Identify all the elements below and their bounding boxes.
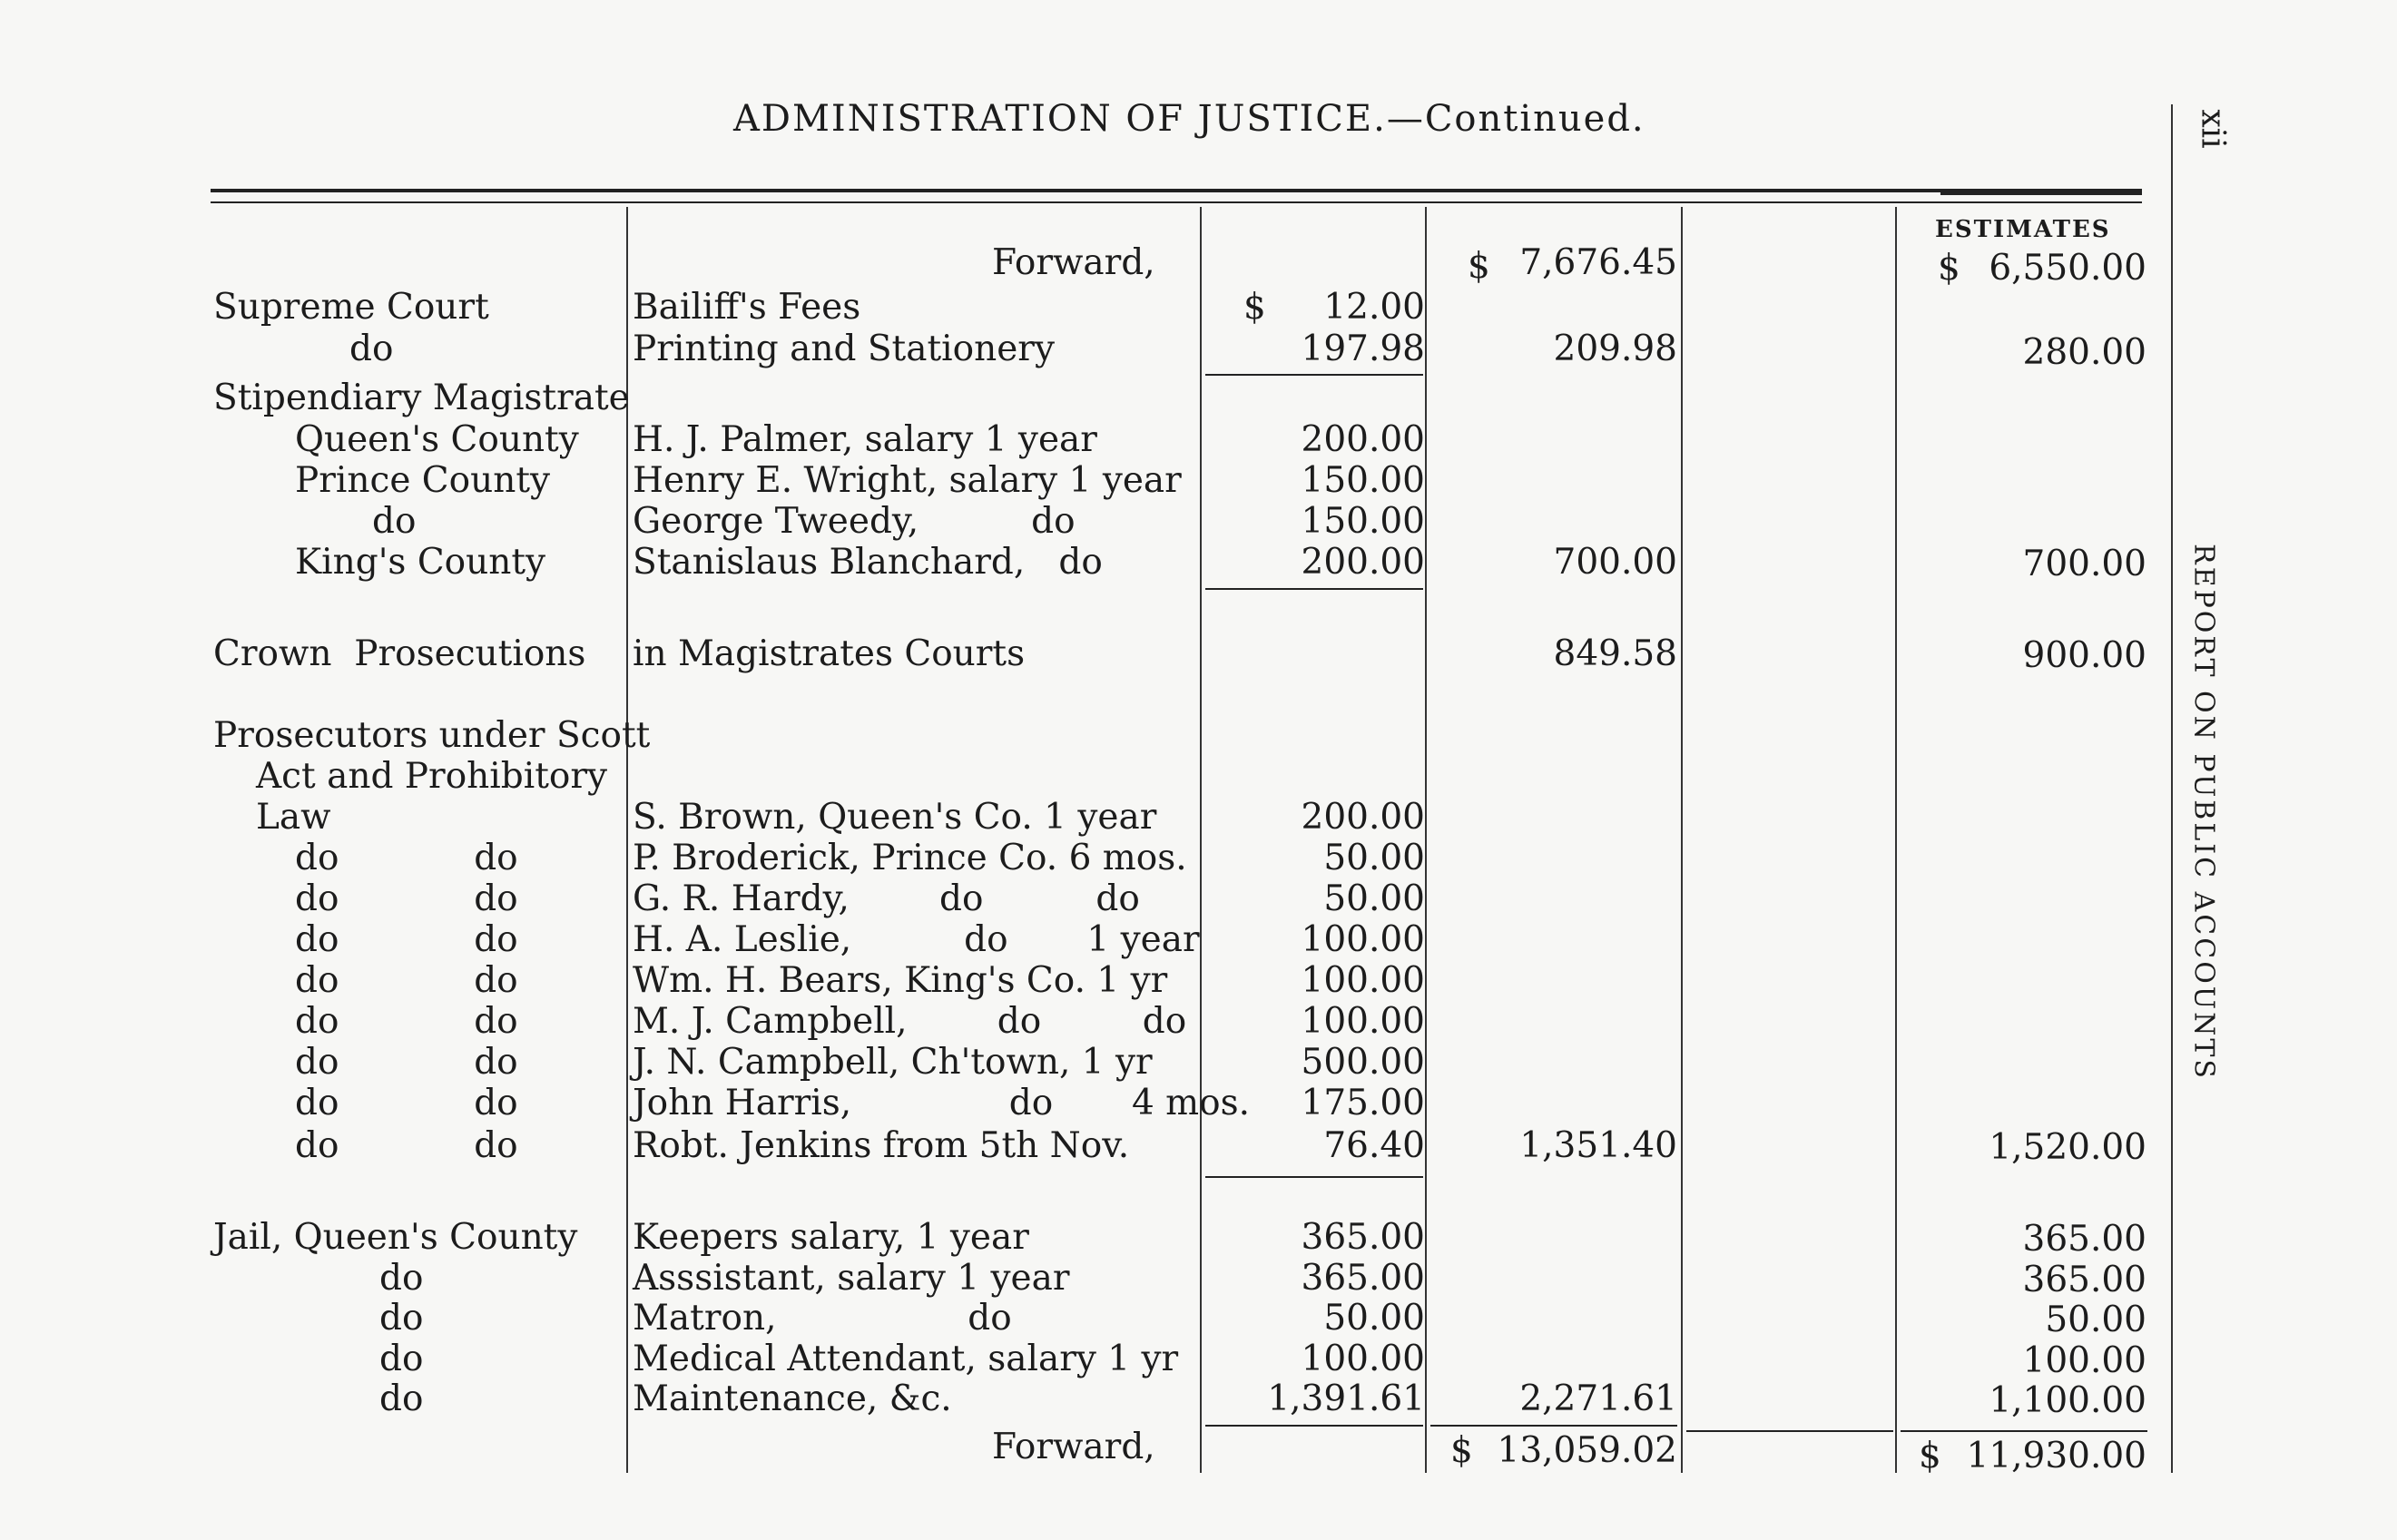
row-22-description: do xyxy=(379,1298,424,1339)
row-6-amount: 150.00 xyxy=(1301,501,1425,542)
page-number-text: xii xyxy=(2194,109,2232,149)
row-20-amount: 365.00 xyxy=(1301,1217,1425,1258)
subtotal-rule-2 xyxy=(1205,588,1423,590)
row-24-estimate: 1,100.00 xyxy=(1989,1380,2146,1421)
row-4-amount: 200.00 xyxy=(1301,419,1425,460)
row-12-amount: 50.00 xyxy=(1323,838,1425,878)
row-11-item: S. Brown, Queen's Co. 1 year xyxy=(633,797,1157,838)
row-17-item: J. N. Campbell, Ch'town, 1 yr xyxy=(633,1042,1153,1083)
forward-est-sign-top: $ xyxy=(1938,248,1960,289)
row-14-item: H. A. Leslie, do 1 year xyxy=(633,919,1200,960)
row-22-estimate: 50.00 xyxy=(2045,1300,2146,1340)
row-7-item: Stanislaus Blanchard, do xyxy=(633,542,1103,583)
row-19-description: do do xyxy=(295,1125,518,1166)
forward-est-bottom: 11,930.00 xyxy=(1966,1436,2146,1476)
row-15-description: do do xyxy=(295,960,518,1001)
row-21-amount: 365.00 xyxy=(1301,1258,1425,1299)
forward-est-top: 6,550.00 xyxy=(1989,248,2146,289)
row-19-total: 1,351.40 xyxy=(1519,1125,1677,1166)
forward-total-bottom: 13,059.02 xyxy=(1497,1430,1677,1471)
row-2-amount: 197.98 xyxy=(1301,329,1425,369)
column-divider-5 xyxy=(1895,207,1897,1473)
row-19-item: Robt. Jenkins from 5th Nov. xyxy=(633,1125,1130,1166)
row-11-description: Law xyxy=(256,797,331,838)
top-rule-thin xyxy=(211,201,2142,203)
row-6-description: do xyxy=(372,501,417,542)
row-20-item: Keepers salary, 1 year xyxy=(633,1217,1029,1258)
column-divider-6 xyxy=(2171,104,2173,1473)
row-7-total: 700.00 xyxy=(1553,542,1677,583)
row-20-estimate: 365.00 xyxy=(2022,1219,2146,1260)
bottom-rule-mid xyxy=(1686,1430,1893,1432)
row-7-description: King's County xyxy=(295,542,546,583)
row-12-item: P. Broderick, Prince Co. 6 mos. xyxy=(633,838,1187,878)
row-3-description: Stipendiary Magistrate xyxy=(213,378,630,418)
bottom-rule-total xyxy=(1430,1425,1677,1427)
row-24-description: do xyxy=(379,1378,424,1419)
side-running-head xyxy=(2178,526,2228,1098)
subtotal-rule-3 xyxy=(1205,1176,1423,1178)
row-23-item: Medical Attendant, salary 1 yr xyxy=(633,1339,1179,1379)
row-5-description: Prince County xyxy=(295,460,551,501)
forward-label-top: Forward, xyxy=(992,242,1155,283)
column-divider-3 xyxy=(1425,207,1427,1473)
forward-total-sign-top: $ xyxy=(1468,246,1490,287)
side-running-head-text: REPORT ON PUBLIC ACCOUNTS xyxy=(2187,544,2219,1081)
row-15-item: Wm. H. Bears, King's Co. 1 yr xyxy=(633,960,1168,1001)
row-24-item: Maintenance, &c. xyxy=(633,1378,952,1419)
row-8-description: Crown Prosecutions xyxy=(213,633,586,674)
page-number xyxy=(2195,102,2231,156)
row-8-item: in Magistrates Courts xyxy=(633,633,1026,674)
row-24-total: 2,271.61 xyxy=(1519,1378,1677,1419)
row-7-amount: 200.00 xyxy=(1301,542,1425,583)
row-18-item: John Harris, do 4 mos. xyxy=(633,1083,1251,1123)
row-14-description: do do xyxy=(295,919,518,960)
row-23-estimate: 100.00 xyxy=(2022,1340,2146,1381)
row-8-total: 849.58 xyxy=(1553,633,1677,674)
row-1-sign: $ xyxy=(1243,287,1266,328)
row-17-description: do do xyxy=(295,1042,518,1083)
row-7-estimate: 700.00 xyxy=(2022,544,2146,584)
row-8-estimate: 900.00 xyxy=(2022,635,2146,676)
bottom-rule-amount xyxy=(1205,1425,1423,1427)
row-5-item: Henry E. Wright, salary 1 year xyxy=(633,460,1182,501)
row-2-estimate: 280.00 xyxy=(2022,332,2146,373)
row-1-description: Supreme Court xyxy=(213,287,489,328)
row-2-total: 209.98 xyxy=(1553,329,1677,369)
row-9-description: Prosecutors under Scott xyxy=(213,715,651,756)
row-16-amount: 100.00 xyxy=(1301,1001,1425,1042)
column-divider-2 xyxy=(1200,207,1202,1473)
forward-total-sign-bottom: $ xyxy=(1450,1430,1473,1471)
row-13-description: do do xyxy=(295,878,518,919)
subtotal-rule-1 xyxy=(1205,374,1423,376)
estimates-heading: ESTIMATES xyxy=(1935,216,2111,243)
row-15-amount: 100.00 xyxy=(1301,960,1425,1001)
row-22-item: Matron, do xyxy=(633,1298,1012,1339)
row-1-amount: 12.00 xyxy=(1323,287,1425,328)
row-24-amount: 1,391.61 xyxy=(1267,1378,1425,1419)
row-21-item: Asssistant, salary 1 year xyxy=(633,1258,1070,1299)
row-5-amount: 150.00 xyxy=(1301,460,1425,501)
row-21-estimate: 365.00 xyxy=(2022,1260,2146,1300)
row-13-amount: 50.00 xyxy=(1323,878,1425,919)
row-10-description: Act and Prohibitory xyxy=(256,756,608,797)
row-6-item: George Tweedy, do xyxy=(633,501,1076,542)
row-4-item: H. J. Palmer, salary 1 year xyxy=(633,419,1097,460)
row-18-description: do do xyxy=(295,1083,518,1123)
row-11-amount: 200.00 xyxy=(1301,797,1425,838)
row-4-description: Queen's County xyxy=(295,419,579,460)
forward-total-top: 7,676.45 xyxy=(1519,242,1677,283)
row-14-amount: 100.00 xyxy=(1301,919,1425,960)
row-22-amount: 50.00 xyxy=(1323,1298,1425,1339)
page-title: ADMINISTRATION OF JUSTICE.—Continued. xyxy=(733,98,1645,140)
row-13-item: G. R. Hardy, do do xyxy=(633,878,1140,919)
top-rule-thick xyxy=(211,189,2142,192)
row-16-description: do do xyxy=(295,1001,518,1042)
row-2-description: do xyxy=(349,329,394,369)
row-19-estimate: 1,520.00 xyxy=(1989,1127,2146,1168)
row-2-item: Printing and Stationery xyxy=(633,329,1055,369)
row-18-amount: 175.00 xyxy=(1301,1083,1425,1123)
row-20-description: Jail, Queen's County xyxy=(213,1217,578,1258)
row-1-item: Bailiff's Fees xyxy=(633,287,861,328)
row-21-description: do xyxy=(379,1258,424,1299)
row-19-amount: 76.40 xyxy=(1323,1125,1425,1166)
forward-label-bottom: Forward, xyxy=(992,1427,1155,1467)
row-23-amount: 100.00 xyxy=(1301,1339,1425,1379)
bottom-rule-estimate xyxy=(1901,1430,2147,1432)
column-divider-4 xyxy=(1681,207,1683,1473)
row-16-item: M. J. Campbell, do do xyxy=(633,1001,1187,1042)
estimates-rule xyxy=(1940,192,2142,195)
row-12-description: do do xyxy=(295,838,518,878)
forward-est-sign-bottom: $ xyxy=(1919,1436,1941,1476)
row-23-description: do xyxy=(379,1339,424,1379)
row-17-amount: 500.00 xyxy=(1301,1042,1425,1083)
